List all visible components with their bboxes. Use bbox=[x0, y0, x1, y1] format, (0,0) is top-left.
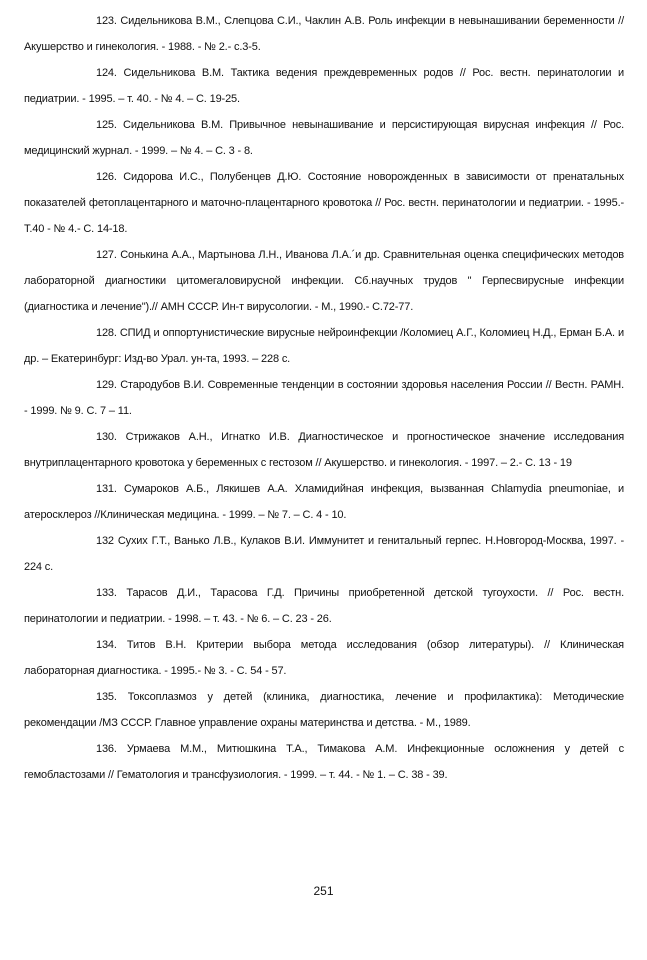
reference-entry-135: 135. Токсоплазмоз у детей (клиника, диагностика, лечение и профилактика): Методические рекомендации /МЗ СССР. Главное управление охраны материнства и детства. - М., 1989. bbox=[24, 691, 624, 729]
reference-entry-132: 132 Сухих Г.Т., Ванько Л.В., Кулаков В.И. Иммунитет и генитальный герпес. Н.Новгород-Москва, 1997. - 224 с. bbox=[24, 535, 624, 573]
reference-entry-136: 136. Урмаева М.М., Митюшкина Т.А., Тимакова А.М. Инфекционные осложнения у детей с гемобластозами // Гематология и трансфузиология. - 1999. – т. 44. - № 1. – С. 38 - 39. bbox=[24, 743, 624, 781]
page-number: 251 bbox=[313, 884, 334, 898]
reference-entry-128: 128. СПИД и оппортунистические вирусные нейроинфекции /Коломиец А.Г., Коломиец Н.Д., Ерман Б.А. и др. – Екатеринбург: Изд-во Урал. ун-та, 1993. – 228 с. bbox=[24, 327, 624, 365]
reference-entry-131: 131. Сумароков А.Б., Лякишев А.А. Хламидийная инфекция, вызванная Chlamydia pneumoniae, и атеросклероз //Клиническая медицина. - 1999. – № 7. – С. 4 - 10. bbox=[24, 483, 624, 521]
reference-entry-127: 127. Сонькина А.А., Мартынова Л.Н., Иванова Л.А.´и др. Сравнительная оценка специфических методов лабораторной диагностики цитомегаловирусной инфекции. Сб.научных трудов " Герпесвирусные инфекции (диагностика и лечение").// АМН СССР. Ин-т вирусологии. - М., 1990.- С.72-77. bbox=[24, 249, 624, 313]
reference-entry-125: 125. Сидельникова В.М. Привычное невынашивание и персистирующая вирусная инфекция // Рос. медицинский журнал. - 1999. – № 4. – С. 3 - 8. bbox=[24, 119, 624, 157]
reference-entry-126: 126. Сидорова И.С., Полубенцев Д.Ю. Состояние новорожденных в зависимости от пренатальных показателей фетоплацентарного и маточно-плацентарного кровотока // Рос. вестн. перинатологии и педиатрии. - 1995.- Т.40 - № 4.- С. 14-18. bbox=[24, 171, 624, 235]
reference-entry-130: 130. Стрижаков А.Н., Игнатко И.В. Диагностическое и прогностическое значение исследования внутриплацентарного кровотока у беременных с гестозом // Акушерство. и гинекология. - 1997. – 2.- С. 13 - 19 bbox=[24, 431, 624, 469]
reference-entry-124: 124. Сидельникова В.М. Тактика ведения преждевременных родов // Рос. вестн. перинатологии и педиатрии. - 1995. – т. 40. - № 4. – С. 19-25. bbox=[24, 67, 624, 105]
reference-entry-129: 129. Стародубов В.И. Современные тенденции в состоянии здоровья населения России // Вестн. РАМН. - 1999. № 9. С. 7 – 11. bbox=[24, 379, 624, 417]
reference-entry-133: 133. Тарасов Д.И., Тарасова Г.Д. Причины приобретенной детской тугоухости. // Рос. вестн. перинатологии и педиатрии. - 1998. – т. 43. - № 6. – С. 23 - 26. bbox=[24, 587, 624, 625]
reference-list bbox=[24, 8, 624, 788]
reference-entry-134: 134. Титов В.Н. Критерии выбора метода исследования (обзор литературы). // Клиническая лабораторная диагностика. - 1995.- № 3. - С. 54 - 57. bbox=[24, 639, 624, 677]
reference-entry-123: 123. Сидельникова В.М., Слепцова С.И., Чаклин А.В. Роль инфекции в невынашивании беременности // Акушерство и гинекология. - 1988. - № 2.- с.3-5. bbox=[24, 15, 624, 53]
